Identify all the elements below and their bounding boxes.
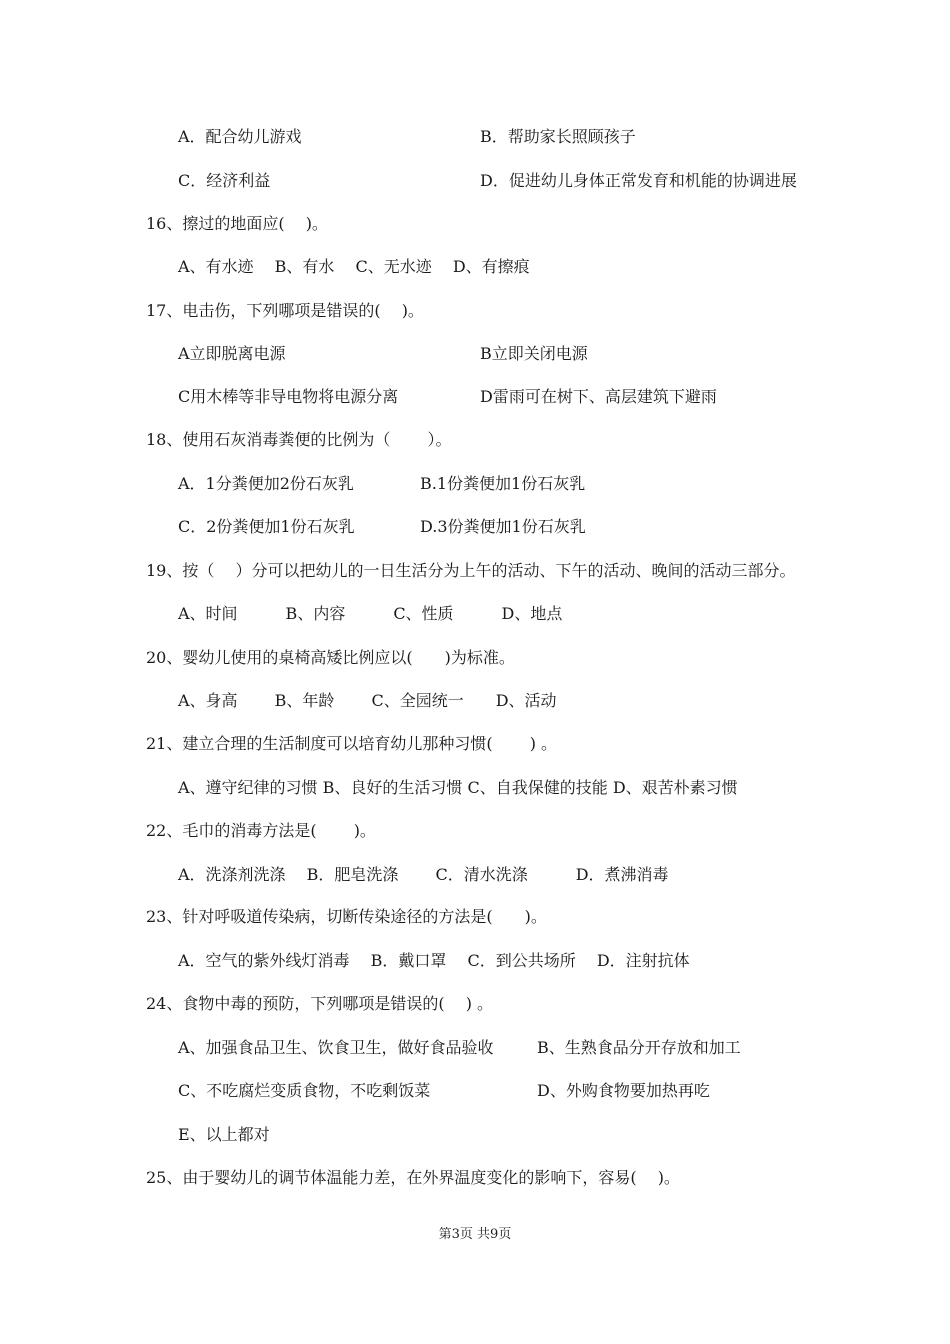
q21-stem: 21、建立合理的生活制度可以培育幼儿那种习惯( ) 。 <box>146 734 558 753</box>
q24-option-b: B、生熟食品分开存放和加工 <box>537 1038 741 1057</box>
q17-option-c: C用木棒等非导电物将电源分离 <box>178 387 399 406</box>
q15-option-d: D．促进幼儿身体正常发育和机能的协调进展 <box>480 171 797 190</box>
q19-options: A、时间 B、内容 C、性质 D、地点 <box>178 604 563 623</box>
q20-options: A、身高 B、年龄 C、全园统一 D、活动 <box>178 691 557 710</box>
q22-options: A．洗涤剂洗涤 B．肥皂洗涤 C．清水洗涤 D．煮沸消毒 <box>178 865 669 884</box>
q25-stem: 25、由于婴幼儿的调节体温能力差，在外界温度变化的影响下，容易( )。 <box>146 1168 680 1187</box>
q18-option-b: B.1份粪便加1份石灰乳 <box>420 474 586 493</box>
q23-stem: 23、针对呼吸道传染病，切断传染途径的方法是( )。 <box>146 907 547 926</box>
q18-option-c: C．2份粪便加1份石灰乳 <box>178 517 355 536</box>
q15-option-a: A．配合幼儿游戏 <box>178 127 302 146</box>
q16-stem: 16、擦过的地面应( )。 <box>146 214 328 233</box>
q17-stem: 17、电击伤，下列哪项是错误的( )。 <box>146 301 424 320</box>
q17-option-a: A立即脱离电源 <box>178 344 286 363</box>
q24-option-a: A、加强食品卫生、饮食卫生，做好食品验收 <box>178 1038 494 1057</box>
q16-options: A、有水迹 B、有水 C、无水迹 D、有擦痕 <box>178 257 530 276</box>
q17-option-d: D雷雨可在树下、高层建筑下避雨 <box>480 387 717 406</box>
q18-option-d: D.3份粪便加1份石灰乳 <box>420 517 586 536</box>
q19-stem: 19、按（ ）分可以把幼儿的一日生活分为上午的活动、下午的活动、晚间的活动三部分。 <box>146 561 796 580</box>
q17-option-b: B立即关闭电源 <box>480 344 588 363</box>
q22-stem: 22、毛巾的消毒方法是( )。 <box>146 821 376 840</box>
q18-stem: 18、使用石灰消毒粪便的比例为（ ）。 <box>146 430 452 449</box>
q24-option-e: E、以上都对 <box>178 1125 270 1144</box>
q21-options: A、遵守纪律的习惯 B、良好的生活习惯 C、自我保健的技能 D、艰苦朴素习惯 <box>178 778 738 797</box>
q20-stem: 20、婴幼儿使用的桌椅高矮比例应以( )为标准。 <box>146 648 515 667</box>
q23-options: A．空气的紫外线灯消毒 B．戴口罩 C．到公共场所 D．注射抗体 <box>178 951 690 970</box>
page-number-footer: 第3页 共9页 <box>438 1227 512 1242</box>
q15-option-b: B．帮助家长照顾孩子 <box>480 127 636 146</box>
q24-option-c: C、不吃腐烂变质食物，不吃剩饭菜 <box>178 1081 431 1100</box>
q15-option-c: C．经济利益 <box>178 171 271 190</box>
q24-stem: 24、食物中毒的预防，下列哪项是错误的( ) 。 <box>146 994 494 1013</box>
q18-option-a: A．1分粪便加2份石灰乳 <box>178 474 354 493</box>
q24-option-d: D、外购食物要加热再吃 <box>537 1081 710 1100</box>
